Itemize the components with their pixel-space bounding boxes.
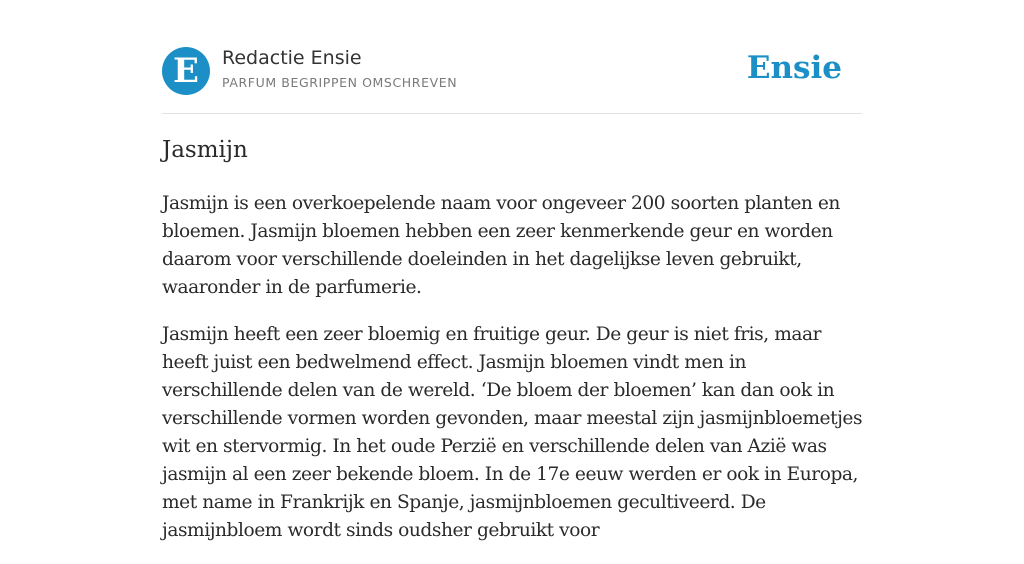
- brand-logo[interactable]: Ensie: [746, 50, 842, 86]
- article-body: [162, 190, 866, 564]
- paragraph-2: Jasmijn heeft een zeer bloemig en fruitige geur. De geur is niet fris, maar heeft juist een bedwelmend effect. Jasmijn bloemen vindt men in verschillende delen van de wereld. ‘De bloem der bloemen’ kan dan ook in verschillende vormen worden gevonden, maar meestal zijn jasmijnbloemetjes wit en stervormig. In het oude Perzië en verschillende delen van Azië was jasmijn al een zeer bekende bloem. In de 17e eeuw werden er ook in Europa, met name in Frankrijk en Spanje, jasmijnbloemen gecultiveerd. De jasmijnbloem wordt sinds oudsher gebruikt voor: [162, 324, 863, 541]
- category-label[interactable]: PARFUM BEGRIPPEN OMSCHREVEN: [222, 75, 458, 90]
- author-name[interactable]: Redactie Ensie: [222, 47, 362, 69]
- article-header: [162, 0, 862, 114]
- article-container: [162, 0, 863, 541]
- avatar-letter: E: [173, 51, 199, 91]
- ensie-logo-avatar[interactable]: [162, 47, 210, 95]
- article-title: Jasmijn: [162, 137, 248, 163]
- paragraph-1: Jasmijn is een overkoepelende naam voor ongeveer 200 soorten planten en bloemen. Jasmijn bloemen hebben een zeer kenmerkende geur en worden daarom voor verschillende doeleinden in het dagelijkse leven gebruikt, waaronder in de parfumerie.: [162, 193, 840, 298]
